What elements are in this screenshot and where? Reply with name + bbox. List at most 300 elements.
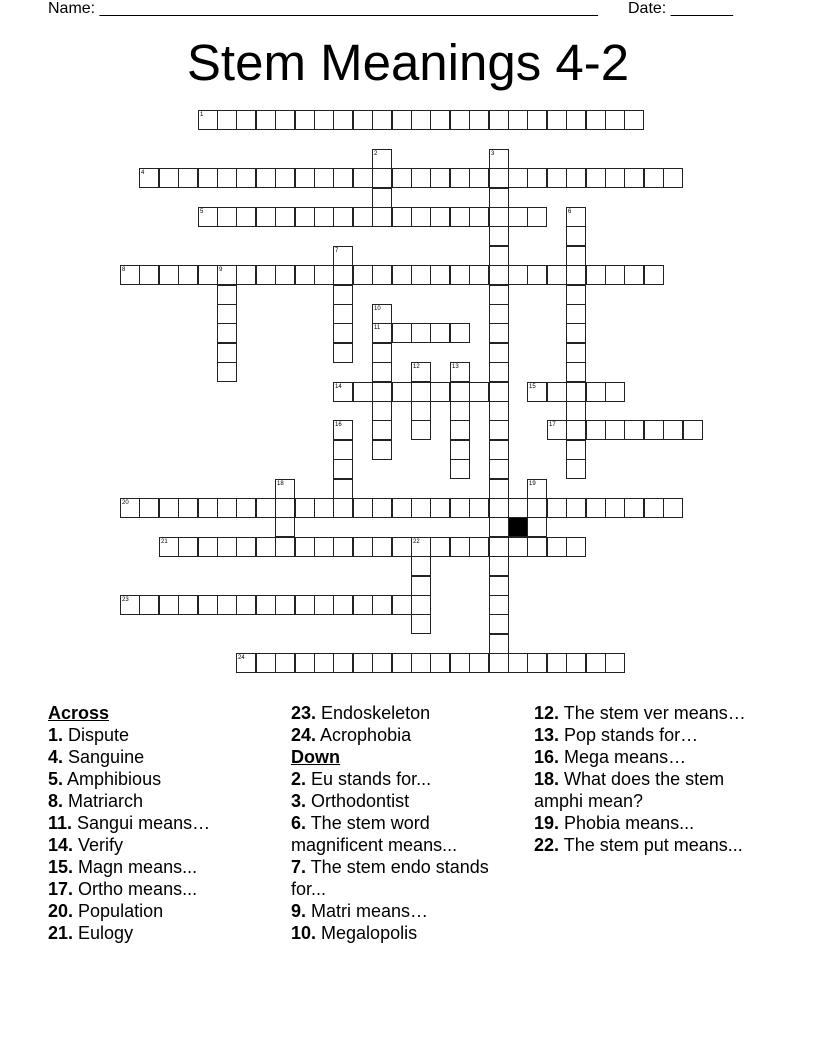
grid-cell bbox=[217, 168, 237, 188]
grid-cell bbox=[256, 595, 276, 615]
grid-cell bbox=[372, 537, 392, 557]
grid-cell bbox=[411, 362, 431, 382]
grid-cell bbox=[198, 537, 218, 557]
grid-cell bbox=[353, 537, 373, 557]
grid-cell bbox=[489, 401, 509, 421]
grid-cell bbox=[489, 362, 509, 382]
grid-cell bbox=[508, 498, 528, 518]
clue-column-1 bbox=[48, 702, 283, 944]
grid-cell bbox=[256, 537, 276, 557]
grid-cell bbox=[489, 149, 509, 169]
grid-cell bbox=[411, 382, 431, 402]
grid-cell bbox=[295, 595, 315, 615]
grid-cell bbox=[508, 207, 528, 227]
grid-cell bbox=[566, 265, 586, 285]
grid-cell bbox=[450, 459, 470, 479]
grid-cell bbox=[372, 110, 392, 130]
grid-cell bbox=[333, 207, 353, 227]
clue-number-label: 11 bbox=[374, 325, 381, 331]
grid-cell bbox=[353, 382, 373, 402]
clue-number: 4. bbox=[48, 747, 64, 767]
grid-cell bbox=[489, 246, 509, 266]
grid-cell bbox=[314, 595, 334, 615]
grid-cell bbox=[489, 304, 509, 324]
grid-cell bbox=[469, 382, 489, 402]
clue-item bbox=[291, 724, 526, 746]
grid-cell bbox=[295, 110, 315, 130]
grid-cell bbox=[586, 265, 606, 285]
clue-text: Ortho means... bbox=[73, 879, 198, 899]
grid-cell bbox=[353, 168, 373, 188]
clue-text: The stem put means... bbox=[559, 835, 743, 855]
grid-cell bbox=[430, 265, 450, 285]
grid-cell bbox=[217, 265, 237, 285]
grid-cell bbox=[430, 207, 450, 227]
grid-cell bbox=[450, 207, 470, 227]
grid-cell bbox=[275, 517, 295, 537]
clue-number-label: 5 bbox=[200, 209, 204, 215]
grid-cell bbox=[411, 401, 431, 421]
clue-number: 6. bbox=[291, 813, 307, 833]
grid-cell bbox=[217, 498, 237, 518]
grid-cell bbox=[159, 595, 179, 615]
grid-cell bbox=[333, 304, 353, 324]
grid-cell bbox=[527, 382, 547, 402]
date-field-label: Date: _______ bbox=[628, 0, 733, 17]
grid-cell bbox=[663, 420, 683, 440]
grid-cell bbox=[333, 323, 353, 343]
grid-cell bbox=[566, 226, 586, 246]
grid-cell bbox=[508, 265, 528, 285]
grid-cell bbox=[430, 110, 450, 130]
clue-item bbox=[48, 790, 283, 812]
clue-item bbox=[291, 900, 526, 922]
grid-cell bbox=[314, 168, 334, 188]
grid-cell bbox=[624, 110, 644, 130]
grid-cell bbox=[566, 323, 586, 343]
grid-cell bbox=[372, 498, 392, 518]
clue-number: 20. bbox=[48, 901, 74, 921]
grid-cell bbox=[430, 168, 450, 188]
clue-text: The stem endo stands for... bbox=[291, 857, 489, 899]
grid-cell bbox=[489, 634, 509, 654]
grid-cell bbox=[139, 595, 159, 615]
grid-cell bbox=[178, 595, 198, 615]
clue-text: Endoskeleton bbox=[316, 703, 431, 723]
grid-cell bbox=[198, 595, 218, 615]
grid-cell bbox=[333, 537, 353, 557]
grid-cell bbox=[372, 440, 392, 460]
clue-text: The stem word magnificent means... bbox=[291, 813, 458, 855]
clue-item bbox=[534, 746, 769, 768]
grid-cell bbox=[450, 382, 470, 402]
grid-cell bbox=[256, 168, 276, 188]
clue-number: 22. bbox=[534, 835, 560, 855]
grid-cell bbox=[411, 265, 431, 285]
grid-cell bbox=[295, 168, 315, 188]
grid-cell bbox=[333, 440, 353, 460]
grid-cell bbox=[178, 537, 198, 557]
grid-cell bbox=[178, 168, 198, 188]
grid-cell bbox=[547, 420, 567, 440]
grid-cell bbox=[314, 265, 334, 285]
grid-cell bbox=[508, 110, 528, 130]
clue-number-label: 15 bbox=[529, 384, 536, 390]
grid-cell bbox=[411, 323, 431, 343]
grid-cell bbox=[217, 285, 237, 305]
grid-cell bbox=[663, 498, 683, 518]
clue-item bbox=[291, 922, 526, 944]
grid-cell bbox=[159, 537, 179, 557]
grid-cell bbox=[139, 498, 159, 518]
grid-cell bbox=[372, 362, 392, 382]
clue-number-label: 17 bbox=[549, 422, 556, 428]
clue-item bbox=[48, 746, 283, 768]
grid-cell bbox=[275, 168, 295, 188]
grid-cell bbox=[527, 517, 547, 537]
clue-number-label: 18 bbox=[277, 481, 284, 487]
grid-cell bbox=[333, 498, 353, 518]
clue-text: Dispute bbox=[63, 725, 130, 745]
grid-cell bbox=[411, 110, 431, 130]
grid-cell bbox=[353, 265, 373, 285]
grid-cell bbox=[605, 382, 625, 402]
grid-cell bbox=[372, 168, 392, 188]
grid-cell bbox=[217, 343, 237, 363]
grid-cell bbox=[508, 168, 528, 188]
grid-cell bbox=[275, 479, 295, 499]
grid-cell bbox=[333, 653, 353, 673]
clue-number: 24. bbox=[291, 725, 317, 745]
grid-cell bbox=[547, 537, 567, 557]
grid-cell bbox=[430, 382, 450, 402]
grid-cell bbox=[217, 537, 237, 557]
grid-cell bbox=[527, 265, 547, 285]
clue-number-label: 22 bbox=[413, 539, 420, 545]
clue-number-label: 13 bbox=[452, 364, 459, 370]
grid-cell bbox=[489, 110, 509, 130]
grid-cell bbox=[333, 459, 353, 479]
clue-number: 7. bbox=[291, 857, 307, 877]
clue-item bbox=[291, 790, 526, 812]
clue-number-label: 8 bbox=[122, 267, 126, 273]
grid-cell bbox=[392, 207, 412, 227]
grid-cell bbox=[333, 382, 353, 402]
grid-cell bbox=[430, 323, 450, 343]
clue-number-label: 20 bbox=[122, 500, 129, 506]
clue-item bbox=[534, 812, 769, 834]
grid-cell bbox=[489, 265, 509, 285]
grid-cell bbox=[217, 207, 237, 227]
grid-cell bbox=[566, 653, 586, 673]
grid-cell bbox=[624, 168, 644, 188]
grid-cell bbox=[198, 498, 218, 518]
clue-text: Eulogy bbox=[73, 923, 134, 943]
grid-cell bbox=[159, 498, 179, 518]
grid-cell bbox=[469, 537, 489, 557]
grid-cell bbox=[236, 653, 256, 673]
grid-cell bbox=[411, 653, 431, 673]
clue-item bbox=[291, 812, 526, 856]
grid-cell bbox=[178, 265, 198, 285]
clue-text: Orthodontist bbox=[306, 791, 410, 811]
grid-cell bbox=[527, 537, 547, 557]
grid-cell bbox=[469, 653, 489, 673]
grid-cell bbox=[489, 440, 509, 460]
grid-cell bbox=[353, 207, 373, 227]
grid-cell bbox=[605, 498, 625, 518]
grid-cell bbox=[547, 382, 567, 402]
clue-number-label: 14 bbox=[335, 384, 342, 390]
clue-number-label: 23 bbox=[122, 597, 129, 603]
grid-cell bbox=[489, 343, 509, 363]
grid-cell bbox=[450, 653, 470, 673]
grid-cell bbox=[430, 498, 450, 518]
clue-number: 11. bbox=[48, 813, 73, 833]
grid-cell bbox=[392, 537, 412, 557]
clue-number-label: 21 bbox=[161, 539, 168, 545]
grid-cell bbox=[333, 420, 353, 440]
grid-cell bbox=[411, 207, 431, 227]
grid-cell bbox=[256, 110, 276, 130]
clue-item bbox=[48, 900, 283, 922]
grid-cell bbox=[586, 382, 606, 402]
grid-cell bbox=[295, 498, 315, 518]
grid-cell bbox=[392, 265, 412, 285]
grid-cell bbox=[450, 110, 470, 130]
clue-number: 15. bbox=[48, 857, 74, 877]
grid-cell bbox=[236, 265, 256, 285]
grid-cell bbox=[217, 362, 237, 382]
grid-cell bbox=[547, 265, 567, 285]
clue-item bbox=[534, 702, 769, 724]
grid-cell bbox=[489, 517, 509, 537]
clue-item bbox=[291, 702, 526, 724]
grid-cell bbox=[198, 110, 218, 130]
grid-cell bbox=[411, 537, 431, 557]
grid-cell bbox=[392, 653, 412, 673]
grid-cell bbox=[275, 595, 295, 615]
clue-number: 14. bbox=[48, 835, 74, 855]
grid-cell bbox=[372, 323, 392, 343]
grid-cell bbox=[605, 265, 625, 285]
grid-cell bbox=[217, 304, 237, 324]
grid-cell bbox=[489, 382, 509, 402]
grid-cell bbox=[333, 110, 353, 130]
grid-cell bbox=[489, 420, 509, 440]
grid-cell bbox=[372, 595, 392, 615]
clue-item bbox=[48, 724, 283, 746]
grid-cell bbox=[256, 207, 276, 227]
grid-cell bbox=[275, 265, 295, 285]
clue-text: Sangui means… bbox=[72, 813, 211, 833]
clue-text: Mega means… bbox=[559, 747, 687, 767]
clue-number-label: 16 bbox=[335, 422, 342, 428]
grid-cell bbox=[333, 285, 353, 305]
grid-cell bbox=[489, 459, 509, 479]
grid-cell bbox=[275, 110, 295, 130]
clue-number: 5. bbox=[48, 769, 64, 789]
grid-cell bbox=[333, 479, 353, 499]
grid-cell bbox=[372, 382, 392, 402]
clue-number: 1. bbox=[48, 725, 64, 745]
clue-item bbox=[48, 878, 283, 900]
grid-cell bbox=[508, 537, 528, 557]
grid-cell bbox=[663, 168, 683, 188]
grid-cell bbox=[527, 110, 547, 130]
clue-item bbox=[48, 812, 283, 834]
grid-cell bbox=[566, 207, 586, 227]
clue-text: Eu stands for... bbox=[306, 769, 432, 789]
clue-number: 12. bbox=[534, 703, 560, 723]
grid-cell bbox=[159, 168, 179, 188]
grid-cell bbox=[120, 498, 140, 518]
clue-item bbox=[48, 834, 283, 856]
page-title: Stem Meanings 4-2 bbox=[186, 34, 630, 91]
grid-cell bbox=[236, 498, 256, 518]
grid-cell bbox=[411, 595, 431, 615]
grid-cell bbox=[411, 556, 431, 576]
grid-cell bbox=[586, 498, 606, 518]
clue-number: 21. bbox=[48, 923, 74, 943]
clue-item bbox=[48, 856, 283, 878]
grid-cell bbox=[333, 265, 353, 285]
grid-cell bbox=[353, 110, 373, 130]
grid-cell bbox=[527, 168, 547, 188]
clue-item bbox=[534, 834, 769, 856]
clue-text: Amphibious bbox=[63, 769, 162, 789]
clue-number: 16. bbox=[534, 747, 560, 767]
clue-number: 2. bbox=[291, 769, 307, 789]
clue-text: The stem ver means… bbox=[559, 703, 746, 723]
clue-number-label: 6 bbox=[568, 209, 572, 215]
grid-cell bbox=[256, 265, 276, 285]
grid-cell bbox=[605, 168, 625, 188]
grid-cell bbox=[275, 498, 295, 518]
grid-cell bbox=[120, 265, 140, 285]
grid-cell bbox=[644, 168, 664, 188]
grid-cell bbox=[198, 168, 218, 188]
grid-cell bbox=[527, 479, 547, 499]
grid-cell bbox=[469, 168, 489, 188]
grid-cell bbox=[411, 576, 431, 596]
grid-cell bbox=[450, 323, 470, 343]
grid-cell bbox=[372, 265, 392, 285]
grid-cell bbox=[566, 362, 586, 382]
grid-cell bbox=[236, 110, 256, 130]
grid-cell bbox=[333, 168, 353, 188]
clue-number: 3. bbox=[291, 791, 307, 811]
grid-cell bbox=[450, 265, 470, 285]
clue-text: Matri means… bbox=[306, 901, 429, 921]
clue-column-3 bbox=[534, 702, 769, 856]
grid-cell bbox=[411, 420, 431, 440]
grid-cell bbox=[295, 537, 315, 557]
grid-cell bbox=[605, 110, 625, 130]
clue-number: 23. bbox=[291, 703, 317, 723]
clue-number-label: 2 bbox=[374, 151, 378, 157]
grid-cell bbox=[566, 285, 586, 305]
grid-cell bbox=[392, 595, 412, 615]
grid-cell bbox=[566, 382, 586, 402]
grid-cell bbox=[450, 420, 470, 440]
clue-text: Verify bbox=[73, 835, 124, 855]
clue-item bbox=[534, 768, 769, 812]
clue-item bbox=[48, 922, 283, 944]
grid-cell bbox=[489, 537, 509, 557]
grid-cell bbox=[314, 110, 334, 130]
grid-cell bbox=[236, 595, 256, 615]
grid-cell bbox=[295, 265, 315, 285]
grid-cell bbox=[624, 498, 644, 518]
clue-number: 9. bbox=[291, 901, 307, 921]
clue-number-label: 7 bbox=[335, 248, 339, 254]
grid-cell bbox=[586, 420, 606, 440]
grid-cell bbox=[159, 265, 179, 285]
grid-cell bbox=[295, 653, 315, 673]
grid-cell bbox=[372, 343, 392, 363]
grid-cell bbox=[605, 653, 625, 673]
clue-number-label: 1 bbox=[200, 112, 204, 118]
grid-cell bbox=[489, 323, 509, 343]
grid-cell bbox=[489, 614, 509, 634]
grid-cell bbox=[489, 595, 509, 615]
grid-cell bbox=[236, 168, 256, 188]
grid-cell bbox=[275, 207, 295, 227]
grid-cell bbox=[411, 614, 431, 634]
grid-cell bbox=[469, 110, 489, 130]
clue-number-label: 19 bbox=[529, 481, 536, 487]
grid-cell bbox=[353, 498, 373, 518]
down-clue-list bbox=[291, 768, 526, 944]
down-clue-list-continued bbox=[534, 702, 769, 856]
grid-cell bbox=[450, 362, 470, 382]
clue-number: 10. bbox=[291, 923, 317, 943]
grid-cell bbox=[566, 537, 586, 557]
grid-cell bbox=[450, 498, 470, 518]
grid-cell bbox=[547, 168, 567, 188]
clue-text: Sanguine bbox=[63, 747, 145, 767]
grid-cell bbox=[586, 653, 606, 673]
grid-cell bbox=[489, 285, 509, 305]
grid-block-cell bbox=[508, 517, 528, 537]
clue-column-2 bbox=[291, 702, 526, 944]
grid-cell bbox=[314, 537, 334, 557]
grid-cell bbox=[372, 420, 392, 440]
grid-cell bbox=[333, 246, 353, 266]
grid-cell bbox=[450, 401, 470, 421]
grid-cell bbox=[392, 382, 412, 402]
clue-text: Magn means... bbox=[73, 857, 198, 877]
grid-cell bbox=[392, 168, 412, 188]
grid-cell bbox=[256, 498, 276, 518]
grid-cell bbox=[624, 420, 644, 440]
clue-number: 13. bbox=[534, 725, 560, 745]
grid-cell bbox=[527, 498, 547, 518]
grid-cell bbox=[392, 110, 412, 130]
grid-cell bbox=[527, 207, 547, 227]
grid-cell bbox=[547, 110, 567, 130]
grid-cell bbox=[450, 168, 470, 188]
grid-cell bbox=[566, 304, 586, 324]
grid-cell bbox=[217, 595, 237, 615]
grid-cell bbox=[527, 653, 547, 673]
grid-cell bbox=[489, 556, 509, 576]
clue-item bbox=[291, 768, 526, 790]
clue-text: Acrophobia bbox=[316, 725, 412, 745]
grid-cell bbox=[314, 498, 334, 518]
grid-cell bbox=[198, 265, 218, 285]
